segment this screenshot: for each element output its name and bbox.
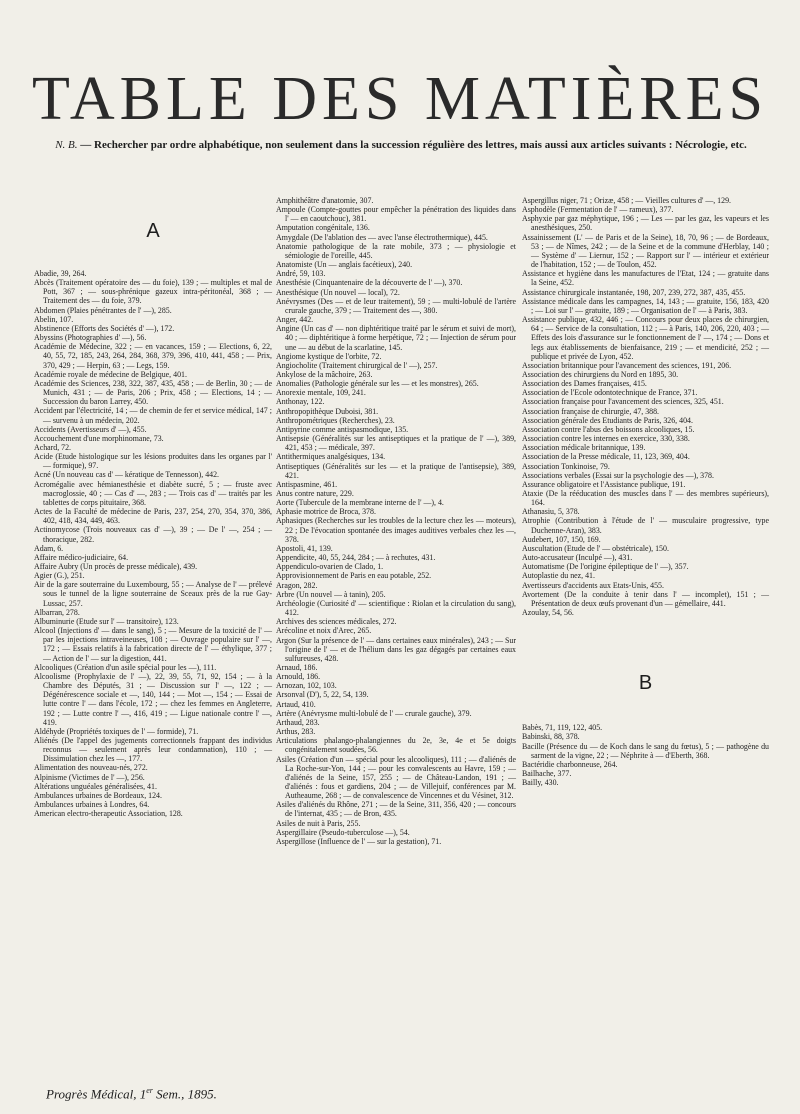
index-entry: Angiome kystique de l'orbite, 72. [276, 351, 382, 361]
index-entry: Ambulances urbaines à Londres, 64. [34, 800, 150, 810]
index-entry: Anger, 442. [276, 315, 314, 325]
entry-list [522, 723, 769, 787]
index-entry: Académie de Médecine, 322 ; — en vacances, 159 ; — Elections, 6, 22, 40, 55, 72, 185, 243, 264, 284, 368, 379, 396, 410, 441, 458 ; — Prix, 370, 429 ; — Herpin, 63 ; — Legs, 159. [34, 342, 272, 370]
index-entry: Abcès (Traitement opératoire des — du foie), 139 ; — multiples et mal de Pott, 367 ; — sous-phrénique gazeux intra-péritonéal, 368 ; — Traitement des — du foie, 379. [34, 278, 272, 306]
index-entry: Affaire médico-judiciaire, 64. [34, 552, 129, 562]
footer-text: Progrès Médical, 1 [46, 1086, 147, 1102]
index-entry: Bactéridie charbonneuse, 264. [522, 759, 618, 769]
index-entry: Ampoule (Compte-gouttes pour empêcher la pénétration des liquides dans l' — en caoutchouc), 381. [276, 205, 516, 224]
page-title: TABLE DES MATIÈRES [31, 65, 769, 133]
index-entry: Acné (Un nouveau cas d' — kératique de Tennesson), 442. [34, 470, 220, 480]
index-entry: Arthus, 283. [276, 727, 316, 737]
index-entry: Anus contre nature, 229. [276, 489, 354, 498]
index-entry: Arnaud, 186. [276, 662, 318, 672]
index-entry: Acide (Etude histologique sur les lésions produites dans les organes par l' — formique), 97. [34, 452, 272, 471]
index-entry: Apostoli, 41, 139. [276, 543, 333, 553]
index-entry: Association contre l'abus des boissons alcooliques, 15. [522, 424, 695, 434]
index-entry: Aragon, 282. [276, 580, 318, 590]
index-entry: Abelin, 107. [34, 314, 74, 324]
footer-text-end: Sem., 1895. [152, 1086, 217, 1102]
index-entry: Arnozan, 102, 103. [276, 681, 337, 691]
index-entry: Assurance obligatoire et l'Assistance publique, 191. [522, 479, 686, 489]
page-footer [46, 1086, 217, 1102]
index-entry: Arécoline et noix d'Arec, 265. [276, 626, 372, 636]
index-entry: Asiles de nuit à Paris, 255. [276, 818, 361, 828]
index-entry: Acromégalie avec hémianesthésie et diabète sucré, 5 ; — fruste avec macroglossie, 40 ; — Cas d' —, 283 ; — Trois cas d' — traités par les tablettes de corps pituitaire, 368. [34, 479, 272, 507]
index-entry: André, 59, 103. [276, 269, 326, 279]
index-entry: Altérations unguéales généralisées, 41. [34, 781, 157, 791]
index-entry: Ankylose de la mâchoire, 263. [276, 369, 373, 379]
index-entry: Aliénés (De l'appel des jugements correctionnels frappant des individus reconnus — seulement après leur condamnation), 110 ; — Dissimulation chez les —, 177. [34, 735, 272, 764]
index-entry: Alpinisme (Victimes de l' —), 256. [34, 772, 145, 782]
index-entry: Albarran, 278. [34, 607, 80, 617]
index-entry: Amygdale (De l'ablation des — avec l'anse électrothermique), 445. [276, 232, 488, 242]
index-entry: Assainissement (L' — de Paris et de la Seine), 18, 70, 96 ; — de Bordeaux, 53 ; — de Nîmes, 242 ; — de la Seine et de la commune d'Herblay, 140 ; — Système d' — Liernur, 152 ; — Rapport sur l' — intérieur et extérieur de l'habitation, 152 ; — de Toulon, 452. [522, 232, 769, 270]
index-entry: Aorte (Tubercule de la membrane interne de l' —), 4. [276, 498, 444, 508]
index-column-2 [276, 196, 516, 846]
index-entry: Atrophie (Contribution à l'étude de l' — musculaire progressive, type Duchenne-Aran), 383. [522, 516, 769, 535]
index-entry: Académie royale de médecine de Belgique, 401. [34, 369, 187, 379]
index-entry: Accident par l'électricité, 14 ; — de chemin de fer et service médical, 147 ; — survenu à un médecin, 202. [34, 406, 272, 425]
index-entry: Accidents (Avertisseurs d' —), 455. [34, 424, 147, 434]
index-entry: Arthaud, 283. [276, 717, 320, 727]
index-entry: Anomalies (Pathologie générale sur les — et les monstres), 265. [276, 379, 479, 389]
index-entry: Ambulances urbaines de Bordeaux, 124. [34, 790, 162, 800]
index-entry: Athanasiu, 5, 378. [522, 507, 580, 517]
index-entry: Assistance et hygiène dans les manufactures de l'Etat, 124 ; — gratuite dans la Seine, 452. [522, 269, 769, 288]
index-entry: Archéologie (Curiosité d' — scientifique : Riolan et la circulation du sang), 412. [276, 598, 516, 618]
index-entry: Argon (Sur la présence de l' — dans certaines eaux minérales), 243 ; — Sur l'origine de l' — et de l'hélium dans les gaz dégagés par certaines eaux sulfureuses, 428. [276, 635, 516, 663]
index-entry: Ataxie (De la rééducation des muscles dans l' — des membres supérieurs), 164. [522, 489, 769, 508]
index-entry: Abadie, 39, 264. [34, 269, 87, 278]
index-entry: Articulations phalango-phalangiennes du 2e, 3e, 4e et 5e doigts congénitalement soudées, 56. [276, 736, 516, 755]
index-entry: Association Tonkinoise, 79. [522, 461, 610, 471]
index-entry: Air de la gare souterraine du Luxembourg, 55 ; — Analyse de l' — prélevé sous le tunnel de la ligne souterraine de Sceaux près de la rue Gay-Lussac, 257. [34, 580, 272, 608]
index-entry: Babès, 71, 119, 122, 405. [522, 723, 603, 733]
index-entry: Angiocholite (Traitement chirurgical de l' —), 257. [276, 360, 438, 370]
section-letter-b: B [638, 672, 653, 695]
index-entry: Anthonay, 122. [276, 397, 325, 407]
index-entry: Association britannique pour l'avancement des sciences, 191, 206. [522, 360, 732, 370]
index-entry: Actinomycose (Trois nouveaux cas d' —), 39 ; — De l' —, 254 ; — thoracique, 282. [34, 525, 272, 544]
index-entry: Antisepsie (Généralités sur les antiseptiques et la pratique de l' —), 389, 421, 453 ; — médicale, 397. [276, 434, 516, 453]
index-entry: Arnould, 186. [276, 672, 321, 682]
index-entry: Association de l'Ecole odontotechnique de France, 371. [522, 388, 698, 398]
index-entry: Asphodèle (Fermentation de l' — rameux), 377. [522, 205, 674, 215]
index-entry: Amputation congénitale, 136. [276, 223, 370, 233]
index-entry: Asiles (Création d'un — spécial pour les alcooliques), 111 ; — d'aliénés de La Roche-sur-Yon, 144 ; — pour les convalescents au Havre, 159 ; — d'aliénés de la Seine, 157, 255 ; — de Château-Landon, 191 ; — d'aliénés : fous et gardiens, 204 ; — de Villejuif, conférences par M. Autheaume, 268 ; — de convalescence de Vincennes et du Vésinet, 312. [276, 754, 516, 801]
entry-list [522, 196, 769, 617]
index-column-1 [34, 195, 272, 818]
index-entry: Adam, 6. [34, 543, 64, 553]
index-entry: Assistance médicale dans les campagnes, 14, 143 ; — gratuite, 156, 183, 420 ; — Loi sur l' — gratuite, 189 ; — Organisation de l' — à Paris, 383. [522, 296, 769, 315]
index-entry: Alcooliques (Création d'un asile spécial pour les —), 111. [34, 662, 217, 672]
index-entry: Appendicite, 40, 55, 244, 284 ; — à rechutes, 431. [276, 553, 436, 563]
index-entry: Bailly, 430. [522, 778, 559, 788]
index-entry: Babinski, 88, 378. [522, 732, 580, 742]
index-entry: Anthropopithèque Duboisi, 381. [276, 406, 379, 416]
nota-bene-text: — Rechercher par ordre alphabétique, non seulement dans la succession régulière des lettres, mais aussi aux articles suivants : Nécrologie, etc. [77, 139, 747, 151]
index-entry: Antithermiques analgésiques, 134. [276, 452, 386, 462]
index-entry: Angine (Un cas d' — non diphtéritique traité par le sérum et suivi de mort), 40 ; — diphtéritique à forme herpétique, 72 ; — Injection de sérum pour une — au début de la scarlatine, 145. [276, 324, 516, 352]
index-entry: Artaud, 410. [276, 699, 316, 709]
index-entry: Appendiculo-ovarien de Clado, 1. [276, 562, 384, 572]
index-entry: Association contre les internes en exercice, 330, 338. [522, 434, 690, 444]
index-entry: Approvisionnement de Paris en eau potable, 252. [276, 571, 432, 581]
index-entry: Abdomen (Plaies pénétrantes de l' —), 285. [34, 305, 172, 315]
index-entry: American electro-therapeutic Association, 128. [34, 809, 183, 819]
entry-list [34, 269, 272, 818]
index-entry: Amphithéâtre d'anatomie, 307. [276, 196, 374, 205]
index-entry: Anthropométriques (Recherches), 23. [276, 415, 395, 425]
index-entry: Aspergillose (Influence de l' — sur la gestation), 71. [276, 836, 442, 846]
index-entry: Aspergillaire (Pseudo-tuberculose —), 54. [276, 827, 410, 837]
index-entry: Affaire Aubry (Un procès de presse médicale), 439. [34, 562, 198, 571]
index-entry: Azoulay, 54, 56. [522, 608, 574, 618]
index-entry: Alimentation des nouveau-nés, 272. [34, 763, 148, 773]
index-entry: Auto-accusateur (Inculpé —), 431. [522, 553, 633, 563]
index-entry: Alcoolisme (Prophylaxie de l' —), 22, 39, 55, 71, 92, 154 ; — à la Chambre des Députés, 31 ; — Discussion sur l' —, 122 ; — Dégénérescence sociale et —, 140, 144 ; — Mot —, 154 ; — Essai de lutte contre l' — dans l'école, 172 ; — chez les femmes en Angleterre, 192 ; — Lutte contre l' —, 416, 419 ; — Ligue nationale contre l' —, 419. [34, 671, 272, 727]
index-entry: Actes de la Faculté de médecine de Paris, 237, 254, 270, 354, 370, 386, 402, 418, 434, 449, 463. [34, 507, 272, 526]
index-entry: Association générale des Etudiants de Paris, 326, 404. [522, 415, 693, 425]
index-entry: Accouchement d'une morphinomane, 73. [34, 433, 164, 443]
index-entry: Albuminurie (Etude sur l' — transitoire), 123. [34, 616, 179, 626]
index-entry: Avertisseurs d'accidents aux Etats-Unis, 455. [522, 580, 664, 590]
index-entry: Bailhache, 377. [522, 768, 572, 778]
entry-list [276, 196, 516, 846]
index-entry: Asphyxie par gaz méphytique, 196 ; — Les — par les gaz, les vapeurs et les anesthésiques, 250. [522, 214, 769, 233]
index-entry: Anévrysmes (Des — et de leur traitement), 59 ; — multi-lobulé de l'artère crurale gauche, 379 ; — Traitement des —, 380. [276, 296, 516, 315]
index-entry: Arsonval (D'), 5, 22, 54, 139. [276, 690, 369, 700]
index-entry: Assistance chirurgicale instantanée, 198, 207, 239, 272, 387, 435, 455. [522, 287, 746, 297]
index-entry: Association des Dames françaises, 415. [522, 379, 647, 389]
index-entry: Aphasie motrice de Broca, 378. [276, 507, 376, 517]
index-entry: Anatomiste (Un — anglais facétieux), 240. [276, 260, 413, 270]
index-entry: Association médicale britannique, 139. [522, 443, 646, 453]
index-entry: Associations verbales (Essai sur la psychologie des —), 378. [522, 470, 714, 480]
footer-superscript: er [146, 1086, 153, 1095]
index-entry: Alcool (Injections d' — dans le sang), 5 ; — Mesure de la toxicité de l' — par les injections intraveineuses, 108 ; — Ouvrage populaire sur l' —, 172 ; — Essais relatifs à la fabrication directe de l' — éthylique, 377 ; — Action de l' — sur la digestion, 441. [34, 626, 272, 663]
index-entry: Artère (Anévrysme multi-lobulé de l' — crurale gauche), 379. [276, 708, 472, 718]
nota-bene [36, 139, 766, 152]
index-entry: Aldéhyde (Propriétés toxiques de l' — formide), 71. [34, 726, 199, 736]
index-entry: Anesthésie (Cinquantenaire de la découverte de l' —), 370. [276, 278, 463, 288]
index-entry: Anesthésique (Un nouvel — local), 72. [276, 287, 400, 297]
index-entry: Autoplastie du nez, 41. [522, 571, 595, 581]
index-entry: Agier (G.), 251. [34, 571, 85, 581]
index-entry: Association française pour l'avancement des sciences, 325, 451. [522, 397, 724, 407]
index-entry: Aspergillus niger, 71 ; Orizæ, 458 ; — Vieilles cultures d' —, 129. [522, 196, 731, 205]
index-entry: Antiseptiques (Généralités sur les — et la pratique de l'antisepsie), 389, 421. [276, 461, 516, 480]
index-entry: Avortement (De la conduite à tenir dans l' — incomplet), 151 ; — Présentation de deux œufs provenant d'un — gémellaire, 441. [522, 589, 769, 608]
index-entry: Bacille (Présence du — de Koch dans le sang du fœtus), 5 ; — pathogène du sarment de la vigne, 22 ; — Néphrite à — d'Eberth, 368. [522, 741, 769, 760]
index-entry: Antipyrine comme antispasmodique, 135. [276, 424, 409, 434]
index-entry: Anorexie mentale, 109, 241. [276, 388, 366, 398]
index-entry: Académie des Sciences, 238, 322, 387, 435, 458 ; — de Berlin, 30 ; — de Munich, 431 ; — de Paris, 206 ; Prix, 458 ; — Elections, 14 ; — Succession du baron Larrey, 450. [34, 378, 272, 407]
index-entry: Achard, 72. [34, 442, 72, 452]
index-column-3 [522, 196, 769, 787]
index-entry: Arbre (Un nouvel — à tanin), 205. [276, 589, 386, 599]
index-entry: Automatisme (De l'origine épileptique de l' —), 357. [522, 562, 689, 572]
nota-bene-prefix: N. B. [55, 139, 78, 151]
index-entry: Anatomie pathologique de la rate mobile, 373 ; — physiologie et sémiologie de l'oreille, 445. [276, 241, 516, 260]
index-entry: Association de la Presse médicale, 11, 123, 369, 404. [522, 452, 690, 462]
index-entry: Antispasmine, 461. [276, 479, 338, 489]
index-entry: Auscultation (Etude de l' — obstétricale), 150. [522, 543, 669, 553]
index-entry: Asiles d'aliénés du Rhône, 271 ; — de la Seine, 311, 356, 420 ; — concours de l'internat, 435 ; — de Bron, 435. [276, 800, 516, 819]
index-entry: Aphasiques (Recherches sur les troubles de la lecture chez les — moteurs), 22 ; De l'évocation spontanée des images auditives verbales chez les —, 378. [276, 516, 516, 544]
index-entry: Abstinence (Efforts des Sociétés d' —), 172. [34, 323, 175, 333]
index-entry: Archives des sciences médicales, 272. [276, 617, 397, 627]
index-entry: Abyssins (Photographies d' —), 56. [34, 333, 147, 343]
section-letter-a: A [146, 220, 160, 242]
index-entry: Association des chirurgiens du Nord en 1895, 30. [522, 369, 679, 379]
index-entry: Assistance publique, 432, 446 ; — Concours pour deux places de chirurgien, 64 ; — Service de la consultation, 112 ; — à Paris, 140, 206, 220, 403 ; — Effets des lois d'assurance sur le fonctionnement de l' —, 174 ; — Dons et legs aux établissements de bienfaisance, 219 ; — et mendicité, 252 ; — publique et privée de Lyon, 452. [522, 315, 769, 361]
index-entry: Audebert, 107, 150, 169. [522, 534, 601, 544]
index-entry: Association française de chirurgie, 47, 388. [522, 406, 660, 416]
